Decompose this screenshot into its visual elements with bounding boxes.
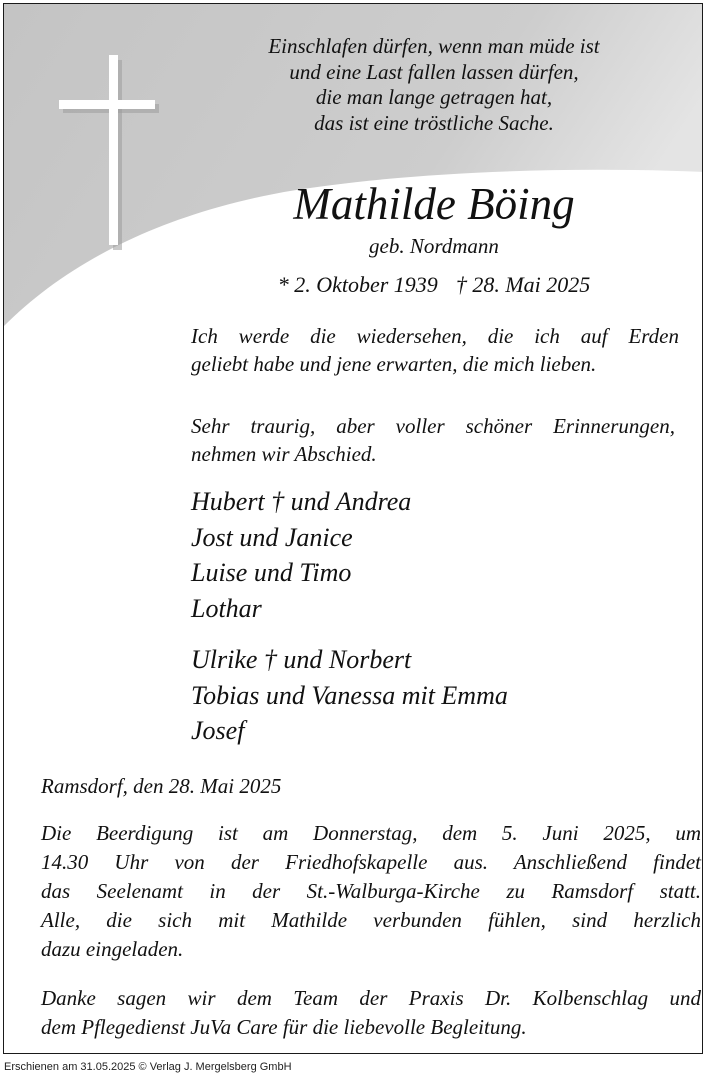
quote-line: Ich werde die wiedersehen, die ich auf Erden (191, 324, 679, 348)
motto-poem (204, 34, 664, 136)
funeral-line: 14.30 Uhr von der Friedhofskapelle aus. Anschließend findet (41, 850, 701, 874)
motto-line: die man lange getragen hat, (315, 85, 553, 109)
family-member: Josef (191, 716, 245, 745)
birth-date: * 2. Oktober 1939 (277, 272, 438, 297)
thanks-text (41, 984, 701, 1042)
family-group-1 (191, 484, 671, 626)
family-member: Lothar (191, 593, 262, 623)
publication-footer: Erschienen am 31.05.2025 © Verlag J. Mergelsberg GmbH (4, 1061, 292, 1073)
quote-line: geliebt habe und jene erwarten, die mich lieben. (191, 352, 597, 376)
family-member: Hubert † und Andrea (191, 487, 412, 516)
motto-line: und eine Last fallen lassen dürfen, (289, 59, 579, 84)
obituary-notice (3, 3, 703, 1054)
cross-icon (4, 4, 184, 264)
quote (191, 322, 679, 378)
thanks-line: Danke sagen wir dem Team der Praxis Dr. Kolbenschlag und (41, 986, 701, 1010)
farewell-text (191, 412, 675, 468)
birth-name: geb. Nordmann (369, 234, 499, 258)
funeral-line: das Seelenamt in der St.-Walburga-Kirche zu Ramsdorf statt. (41, 879, 701, 903)
farewell-line: nehmen wir Abschied. (191, 442, 377, 466)
life-dates (204, 271, 664, 299)
death-date: † 28. Mai 2025 (455, 272, 591, 297)
thanks-line: dem Pflegedienst JuVa Care für die liebevolle Begleitung. (41, 1015, 527, 1039)
funeral-line: dazu eingeladen. (41, 937, 184, 961)
family-member: Ulrike † und Norbert (191, 645, 412, 674)
family-member: Luise und Timo (191, 558, 352, 587)
place-date: Ramsdorf, den 28. Mai 2025 (41, 774, 282, 798)
funeral-info (41, 819, 701, 964)
farewell-line: Sehr traurig, aber voller schöner Erinnerungen, (191, 414, 675, 438)
funeral-line: Alle, die sich mit Mathilde verbunden fühlen, sind herzlich (41, 908, 701, 932)
motto-line: das ist eine tröstliche Sache. (314, 110, 554, 135)
deceased-name: Mathilde Böing (293, 179, 575, 229)
family-group-2 (191, 642, 671, 749)
family-member: Jost und Janice (191, 522, 353, 552)
motto-line: Einschlafen dürfen, wenn man müde ist (268, 34, 600, 58)
family-member: Tobias und Vanessa mit Emma (191, 680, 508, 710)
funeral-line: Die Beerdigung ist am Donnerstag, dem 5. Juni 2025, um (41, 821, 701, 845)
